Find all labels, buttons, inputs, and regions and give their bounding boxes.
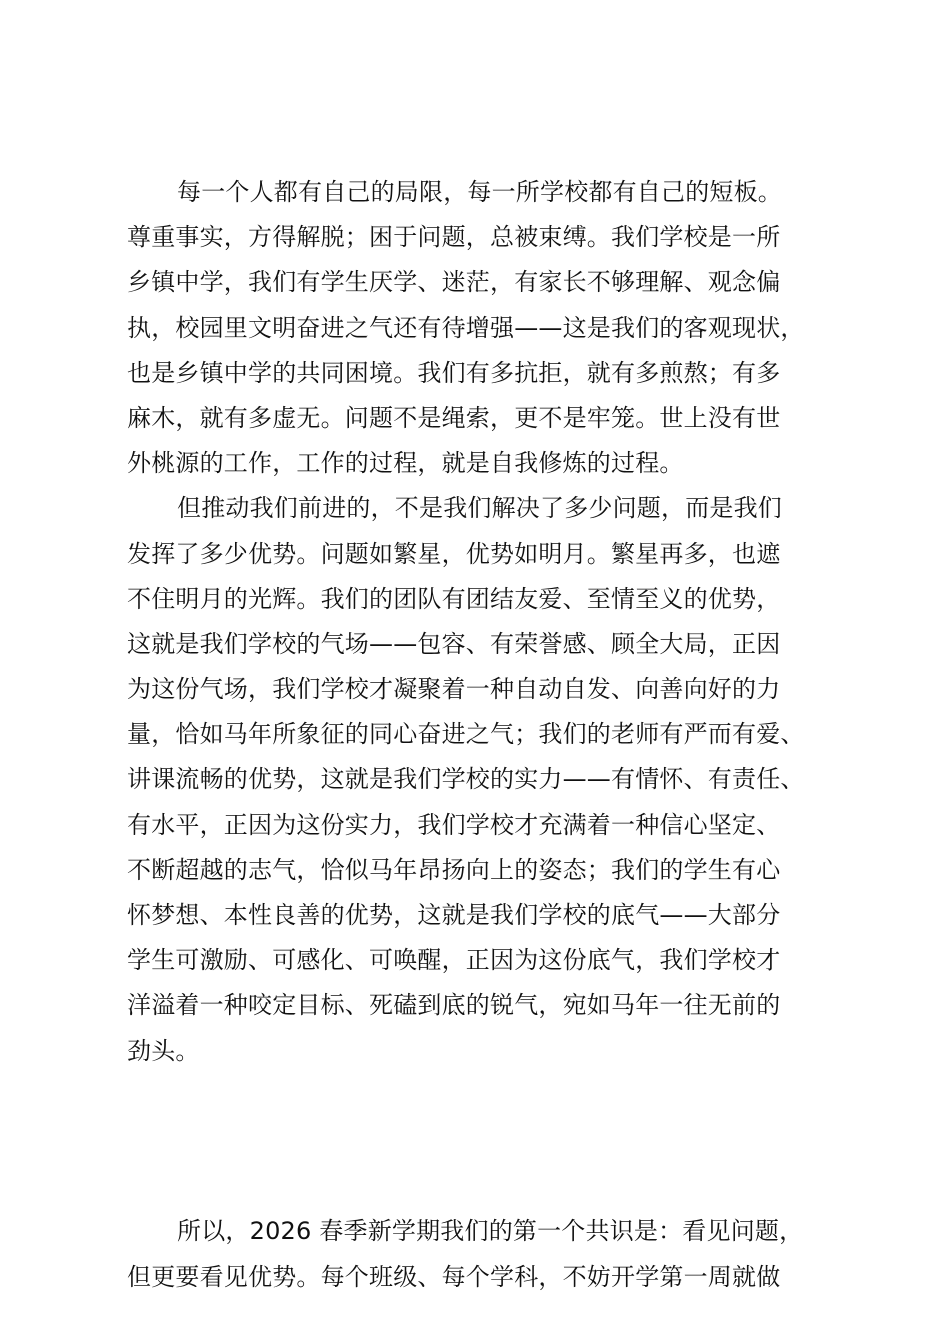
text-line: 为这份气场，我们学校才凝聚着一种自动自发、向善向好的力 xyxy=(127,675,781,704)
text-line: 劲头。 xyxy=(127,1036,200,1065)
text-line: 麻木，就有多虚无。问题不是绳索，更不是牢笼。世上没有世 xyxy=(127,403,781,432)
text-line: 乡镇中学，我们有学生厌学、迷茫，有家长不够理解、观念偏 xyxy=(127,268,781,297)
text-line xyxy=(127,1074,862,1119)
text-line: 有水平，正因为这份实力，我们学校才充满着一种信心坚定、 xyxy=(127,810,781,839)
paragraph-1 xyxy=(127,170,862,486)
text-line: 但推动我们前进的，不是我们解决了多少问题，而是我们 xyxy=(177,494,782,523)
text-line: 发挥了多少优势。问题如繁星，优势如明月。繁星再多，也遮 xyxy=(127,539,781,568)
text-line: 不住明月的光辉。我们的团队有团结友爱、至情至义的优势， xyxy=(127,584,781,613)
text-line: 洋溢着一种咬定目标、死磕到底的锐气，宛如马年一往无前的 xyxy=(127,991,781,1020)
paragraph-2 xyxy=(127,486,862,1209)
paragraph-3 xyxy=(127,1209,862,1299)
text-line: 量，恰如马年所象征的同心奋进之气；我们的老师有严而有爱、 xyxy=(127,720,805,749)
text-line: 怀梦想、本性良善的优势，这就是我们学校的底气——大部分 xyxy=(127,901,781,929)
text-line: 所以，2026 春季新学期我们的第一个共识是：看见问题， xyxy=(177,1217,804,1246)
text-line: 但更要看见优势。每个班级、每个学科，不妨开学第一周就做 xyxy=(127,1262,781,1291)
text-line xyxy=(127,1119,862,1164)
text-line: 也是乡镇中学的共同困境。我们有多抗拒，就有多煎熬；有多 xyxy=(127,358,781,387)
text-line: 讲课流畅的优势，这就是我们学校的实力——有情怀、有责任、 xyxy=(127,765,805,794)
text-line xyxy=(127,1164,862,1209)
text-line: 这就是我们学校的气场——包容、有荣誉感、顾全大局，正因 xyxy=(127,629,781,658)
text-line: 学生可激励、可感化、可唤醒，正因为这份底气，我们学校才 xyxy=(127,946,781,975)
document-body xyxy=(127,170,862,1300)
text-line: 外桃源的工作，工作的过程，就是自我修炼的过程。 xyxy=(127,449,684,478)
text-line: 不断超越的志气，恰似马年昂扬向上的姿态；我们的学生有心 xyxy=(127,855,781,884)
text-line: 尊重事实，方得解脱；困于问题，总被束缚。我们学校是一所 xyxy=(127,223,781,252)
text-line: 执，校园里文明奋进之气还有待增强——这是我们的客观现状， xyxy=(127,313,805,342)
text-line: 每一个人都有自己的局限，每一所学校都有自己的短板。 xyxy=(177,178,782,206)
